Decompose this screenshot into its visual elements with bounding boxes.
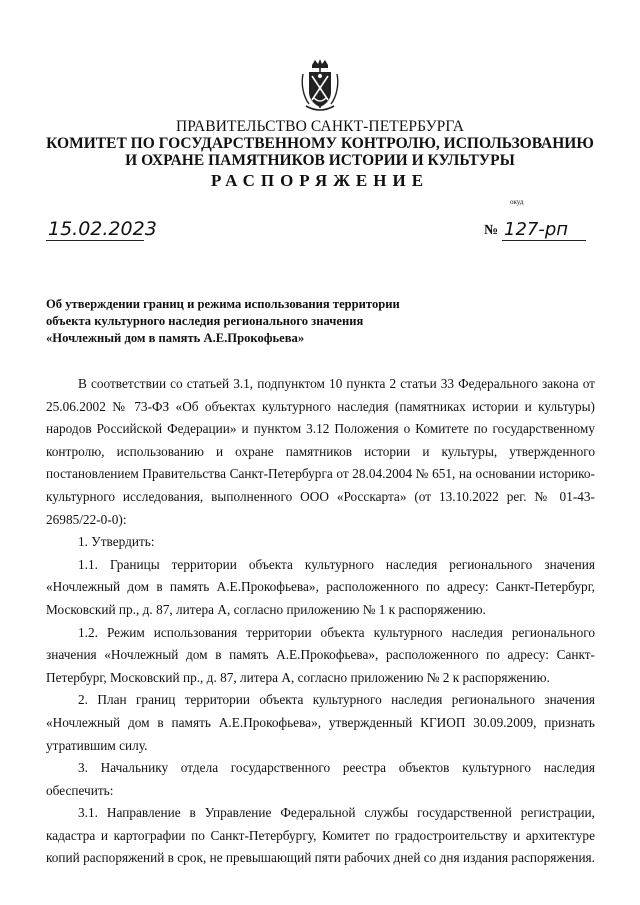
coat-of-arms-emblem	[297, 58, 343, 114]
okud-label: окуд	[510, 198, 524, 206]
paragraph-3-1: 3.1. Направление в Управление Федеральной службы государственной регистрации, кадастра и картографии по Санкт-Петербургу, Комитет по градостроительству и архитектуре копий распоряжений в срок, не превышающий пяти рабочих дней со дня издания распоряжения.	[46, 805, 596, 866]
government-title: ПРАВИТЕЛЬСТВО САНКТ-ПЕТЕРБУРГА	[175, 118, 465, 135]
paragraph-3: 3. Начальнику отдела государственного реестра объектов культурного наследия обеспечить:	[46, 760, 595, 798]
number-sign: №	[484, 223, 499, 238]
number-value: 127-рп	[502, 220, 586, 241]
document-subject	[46, 296, 466, 347]
committee-title-line2: И ОХРАНЕ ПАМЯТНИКОВ ИСТОРИИ И КУЛЬТУРЫ	[125, 152, 515, 169]
committee-title	[0, 135, 640, 169]
subject-line2: объекта культурного наследия регионального значения	[46, 314, 364, 328]
paragraph-preamble: В соответствии со статьей 3.1, подпунктом 10 пункта 2 статьи 33 Федерального закона от 25.06.2002 № 73-ФЗ «Об объектах культурного наследия (памятниках истории и культуры) народов Российской Федерации» и пунктом 3.12 Положения о Комитете по государственному контролю, использованию и охране памятников истории и культуры, утвержденного постановлением Правительства Санкт-Петербурга от 28.04.2004 № 651, на основании историко-культурного исследования, выполненного ООО «Росскарта» (от 13.10.2022 рег. № 01-43-26985/22-0-0):	[46, 376, 595, 527]
document-type: РАСПОРЯЖЕНИЕ	[210, 171, 430, 190]
subject-line1: Об утверждении границ и режима использования территории	[46, 297, 400, 311]
document-body	[46, 373, 595, 870]
paragraph-1-1: 1.1. Границы территории объекта культурного наследия регионального значения «Ночлежный дом в память А.Е.Прокофьева», расположенного по адресу: Санкт-Петербург, Московский пр., д. 87, литера А, согласно приложению № 1 к распоряжению.	[46, 556, 595, 617]
document-date: 15.02.2023	[48, 218, 157, 240]
paragraph-1-2: 1.2. Режим использования территории объекта культурного наследия регионального значения «Ночлежный дом в память А.Е.Прокофьева», расположенного по адресу: Санкт-Петербург, Московский пр., д. 87, литера А, согласно приложению № 2 к распоряжению.	[46, 624, 595, 685]
paragraph-1: 1. Утвердить:	[78, 534, 155, 550]
committee-title-line1: КОМИТЕТ ПО ГОСУДАРСТВЕННОМУ КОНТРОЛЮ, ИСПОЛЬЗОВАНИЮ	[46, 135, 594, 152]
document-number	[484, 220, 584, 242]
subject-line3: «Ночлежный дом в память А.Е.Прокофьева»	[46, 331, 305, 345]
paragraph-2: 2. План границ территории объекта культурного наследия регионального значения «Ночлежный дом в память А.Е.Прокофьева», утвержденный КГИОП 30.09.2009, признать утратившим силу.	[46, 692, 595, 753]
